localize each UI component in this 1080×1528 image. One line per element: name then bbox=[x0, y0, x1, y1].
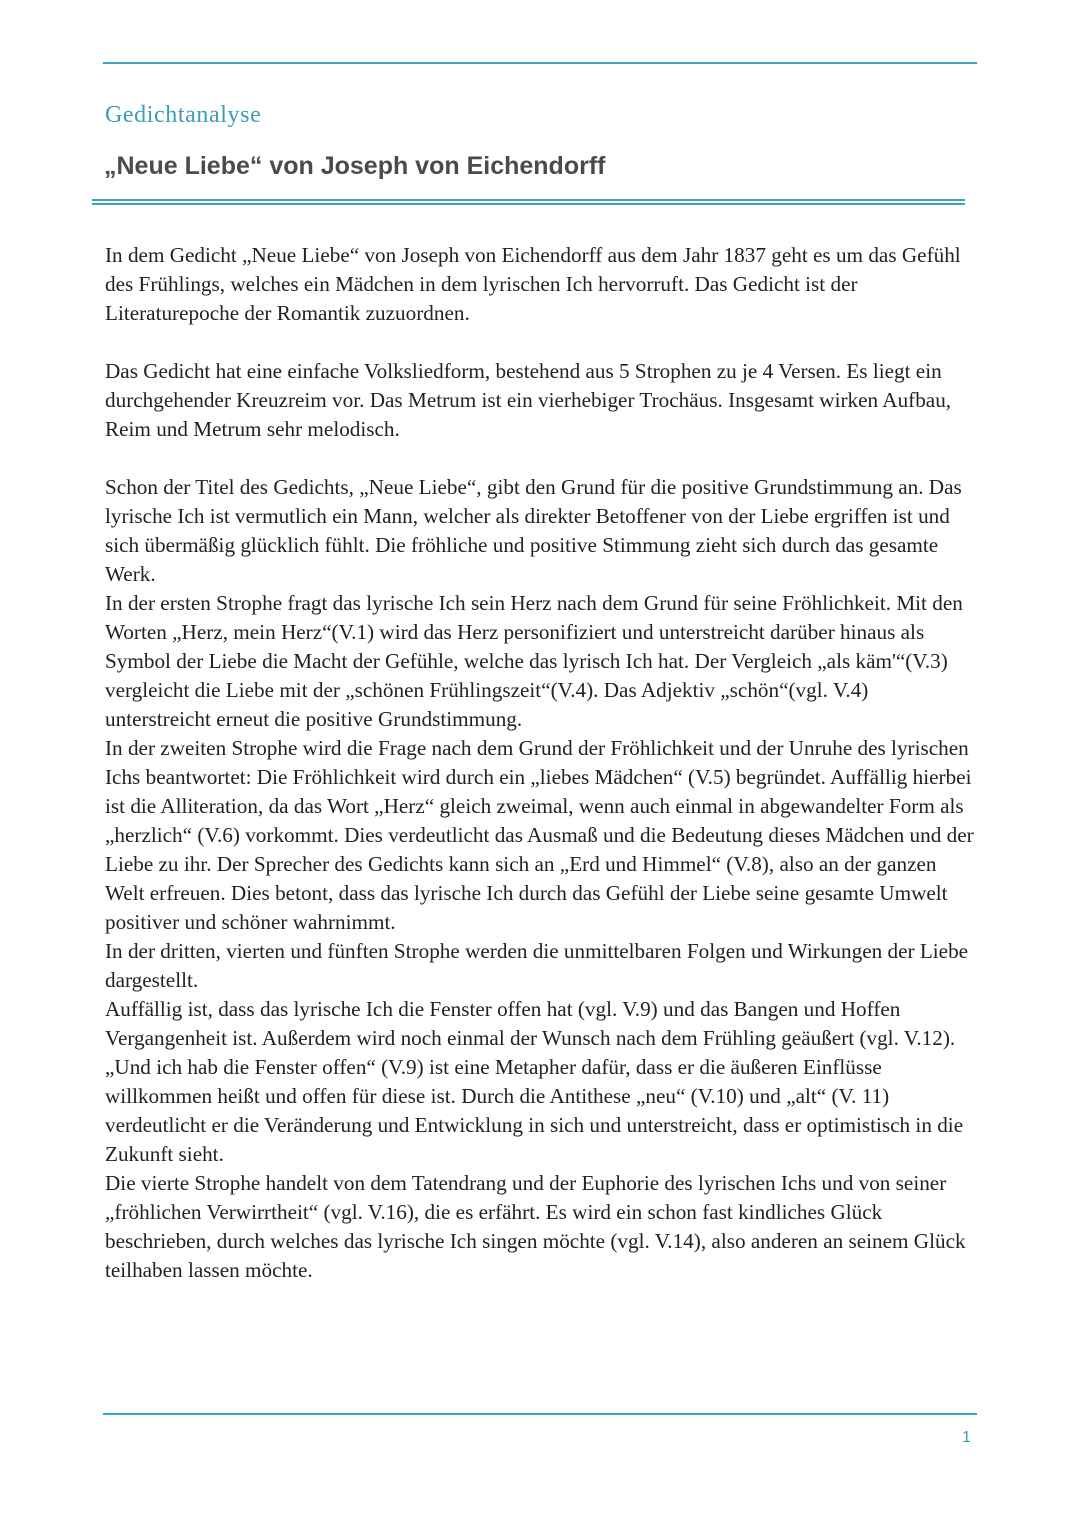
paragraph-gap bbox=[105, 444, 977, 473]
document-body bbox=[105, 241, 977, 1285]
page-title: „Neue Liebe“ von Joseph von Eichendorff bbox=[104, 152, 606, 180]
paragraph-title-analysis: Schon der Titel des Gedichts, „Neue Liebe“, gibt den Grund für die positive Grundstimmung an. Das lyrische Ich ist vermutlich ein Mann, welcher als direkter Betoffener von der Liebe ergriffen ist und sich übermäßig glücklich fühlt. Die fröhliche und positive Stimmung zieht sich durch das gesamte Werk. bbox=[105, 475, 962, 586]
title-double-divider bbox=[92, 199, 965, 205]
paragraph-gap bbox=[105, 328, 977, 357]
page-number: 1 bbox=[962, 1429, 971, 1446]
paragraph-intro: In dem Gedicht „Neue Liebe“ von Joseph von Eichendorff aus dem Jahr 1837 geht es um das Gefühl des Frühlings, welches ein Mädchen in dem lyrischen Ich hervorruft. Das Gedicht ist der Literaturepoche der Romantik zuzuordnen. bbox=[105, 243, 961, 325]
document-kicker: Gedichtanalyse bbox=[105, 102, 262, 128]
paragraph-stanza-two: In der zweiten Strophe wird die Frage nach dem Grund der Fröhlichkeit und der Unruhe des lyrischen Ichs beantwortet: Die Fröhlichkeit wird durch ein „liebes Mädchen“ (V.5) begründet. Auffällig hierbei ist die Alliteration, da das Wort „Herz“ gleich zweimal, wenn auch einmal in abgewandelter Form als „herzlich“ (V.6) vorkommt. Dies verdeutlicht das Ausmaß und die Bedeutung dieses Mädchen und der Liebe zu ihr. Der Sprecher des Gedichts kann sich an „Erd und Himmel“ (V.8), also an der ganzen Welt erfreuen. Dies betont, dass das lyrische Ich durch das Gefühl der Liebe seine gesamte Umwelt positiver und schöner wahrnimmt. bbox=[105, 736, 974, 934]
paragraph-window-metaphor: Auffällig ist, dass das lyrische Ich die Fenster offen hat (vgl. V.9) und das Bangen und Hoffen Vergangenheit ist. Außerdem wird noch einmal der Wunsch nach dem Frühling geäußert (vgl. V.12). „Und ich hab die Fenster offen“ (V.9) ist eine Metapher dafür, dass er die äußeren Einflüsse willkommen heißt und offen für diese ist. Durch die Antithese „neu“ (V.10) und „alt“ (V. 11) verdeutlicht er die Veränderung und Entwicklung in sich und unterstreicht, dass er optimistisch in die Zukunft sieht. bbox=[105, 997, 964, 1166]
paragraph-stanza-one: In der ersten Strophe fragt das lyrische Ich sein Herz nach dem Grund für seine Fröhlichkeit. Mit den Worten „Herz, mein Herz“(V.1) wird das Herz personifiziert und unterstreicht darüber hinaus als Symbol der Liebe die Macht der Gefühle, welche das lyrisch Ich hat. Der Vergleich „als käm'“(V.3) vergleicht die Liebe mit der „schönen Frühlingszeit“(V.4). Das Adjektiv „schön“(vgl. V.4) unterstreicht erneut die positive Grundstimmung. bbox=[105, 591, 963, 731]
bottom-divider bbox=[103, 1413, 977, 1415]
paragraph-form: Das Gedicht hat eine einfache Volksliedform, bestehend aus 5 Strophen zu je 4 Versen. Es liegt ein durchgehender Kreuzreim vor. Das Metrum ist ein vierhebiger Trochäus. Insgesamt wirken Aufbau, Reim und Metrum sehr melodisch. bbox=[105, 359, 952, 441]
paragraph-stanza-four: Die vierte Strophe handelt von dem Tatendrang und der Euphorie des lyrischen Ichs und von seiner „fröhlichen Verwirrtheit“ (vgl. V.16), die es erfährt. Es wird ein schon fast kindliches Glück beschrieben, durch welches das lyrische Ich singen möchte (vgl. V.14), also anderen an seinem Glück teilhaben lassen möchte. bbox=[105, 1171, 966, 1282]
paragraph-stanzas-three-to-five: In der dritten, vierten und fünften Strophe werden die unmittelbaren Folgen und Wirkungen der Liebe dargestellt. bbox=[105, 939, 969, 992]
top-divider bbox=[103, 62, 977, 64]
